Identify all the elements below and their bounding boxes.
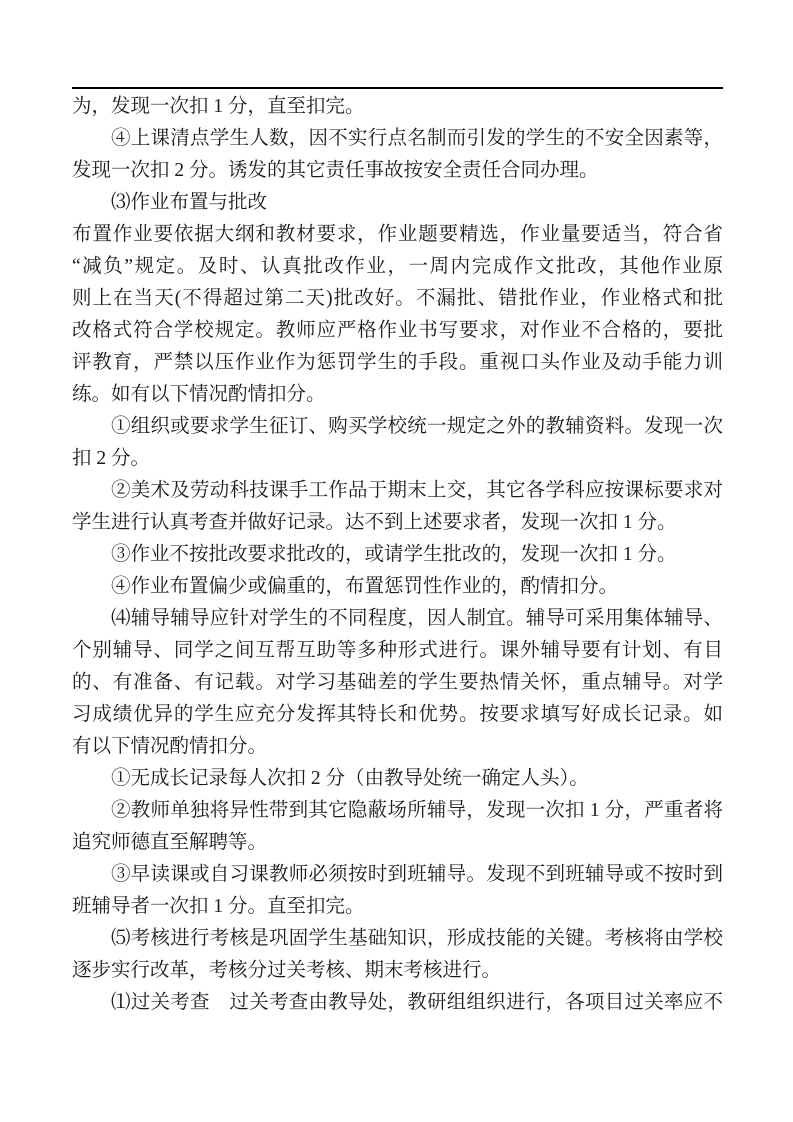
text-line: 评教育，严禁以压作业作为惩罚学生的手段。重视口头作业及动手能力训 bbox=[72, 352, 723, 373]
text-line: 个别辅导、同学之间互帮互助等多种形式进行。课外辅导要有计划、有目 bbox=[72, 640, 723, 661]
text-line: “减负”规定。及时、认真批改作业，一周内完成作文批改，其他作业原 bbox=[72, 256, 723, 277]
text-line: 则上在当天(不得超过第二天)批改好。不漏批、错批作业，作业格式和批 bbox=[72, 288, 723, 309]
text-line: 扣 2 分。 bbox=[72, 448, 151, 469]
text-line: ②教师单独将异性带到其它隐蔽场所辅导，发现一次扣 1 分，严重者将 bbox=[111, 800, 723, 821]
text-line: 布置作业要依据大纲和教材要求，作业题要精选，作业量要适当，符合省 bbox=[72, 224, 723, 245]
text-line: ②美术及劳动科技课手工作品于期末上交，其它各学科应按课标要求对 bbox=[111, 480, 723, 501]
text-line: 有以下情况酌情扣分。 bbox=[72, 736, 268, 757]
text-line: ⑴过关考查 过关考查由教导处，教研组组织进行，各项目过关率应不 bbox=[111, 992, 723, 1013]
text-line: ③作业不按批改要求批改的，或请学生批改的，发现一次扣 1 分。 bbox=[111, 544, 677, 565]
text-line: 学生进行认真考查并做好记录。达不到上述要求者，发现一次扣 1 分。 bbox=[72, 512, 677, 533]
text-line: 逐步实行改革，考核分过关考核、期末考核进行。 bbox=[72, 960, 502, 981]
text-line: 班辅导者一次扣 1 分。直至扣完。 bbox=[72, 896, 365, 917]
text-line: ④作业布置偏少或偏重的，布置惩罚性作业的，酌情扣分。 bbox=[111, 576, 619, 597]
section-heading: ⑶作业布置与批改 bbox=[111, 192, 268, 213]
text-line: ①无成长记录每人次扣 2 分（由教导处统一确定人头）。 bbox=[111, 768, 589, 789]
text-line: ⑷辅导辅导应针对学生的不同程度，因人制宜。辅导可采用集体辅导、 bbox=[111, 608, 723, 629]
text-line: 追究师德直至解聘等。 bbox=[72, 832, 268, 853]
text-line: 为，发现一次扣 1 分，直至扣完。 bbox=[72, 96, 365, 117]
document-body bbox=[72, 87, 723, 1019]
text-line: 改格式符合学校规定。教师应严格作业书写要求，对作业不合格的，要批 bbox=[72, 320, 723, 341]
text-line: ⑸考核进行考核是巩固学生基础知识，形成技能的关键。考核将由学校 bbox=[111, 928, 723, 949]
text-line: 的、有准备、有记载。对学习基础差的学生要热情关怀，重点辅导。对学 bbox=[72, 672, 723, 693]
text-line: 习成绩优异的学生应充分发挥其特长和优势。按要求填写好成长记录。如 bbox=[72, 704, 723, 725]
text-line: 发现一次扣 2 分。诱发的其它责任事故按安全责任合同办理。 bbox=[72, 160, 599, 181]
text-line: ④上课清点学生人数，因不实行点名制而引发的学生的不安全因素等， bbox=[111, 128, 723, 149]
text-line: ③早读课或自习课教师必须按时到班辅导。发现不到班辅导或不按时到 bbox=[111, 864, 723, 885]
text-line: 练。如有以下情况酌情扣分。 bbox=[72, 384, 326, 405]
text-line: ①组织或要求学生征订、购买学校统一规定之外的教辅资料。发现一次 bbox=[111, 416, 723, 437]
